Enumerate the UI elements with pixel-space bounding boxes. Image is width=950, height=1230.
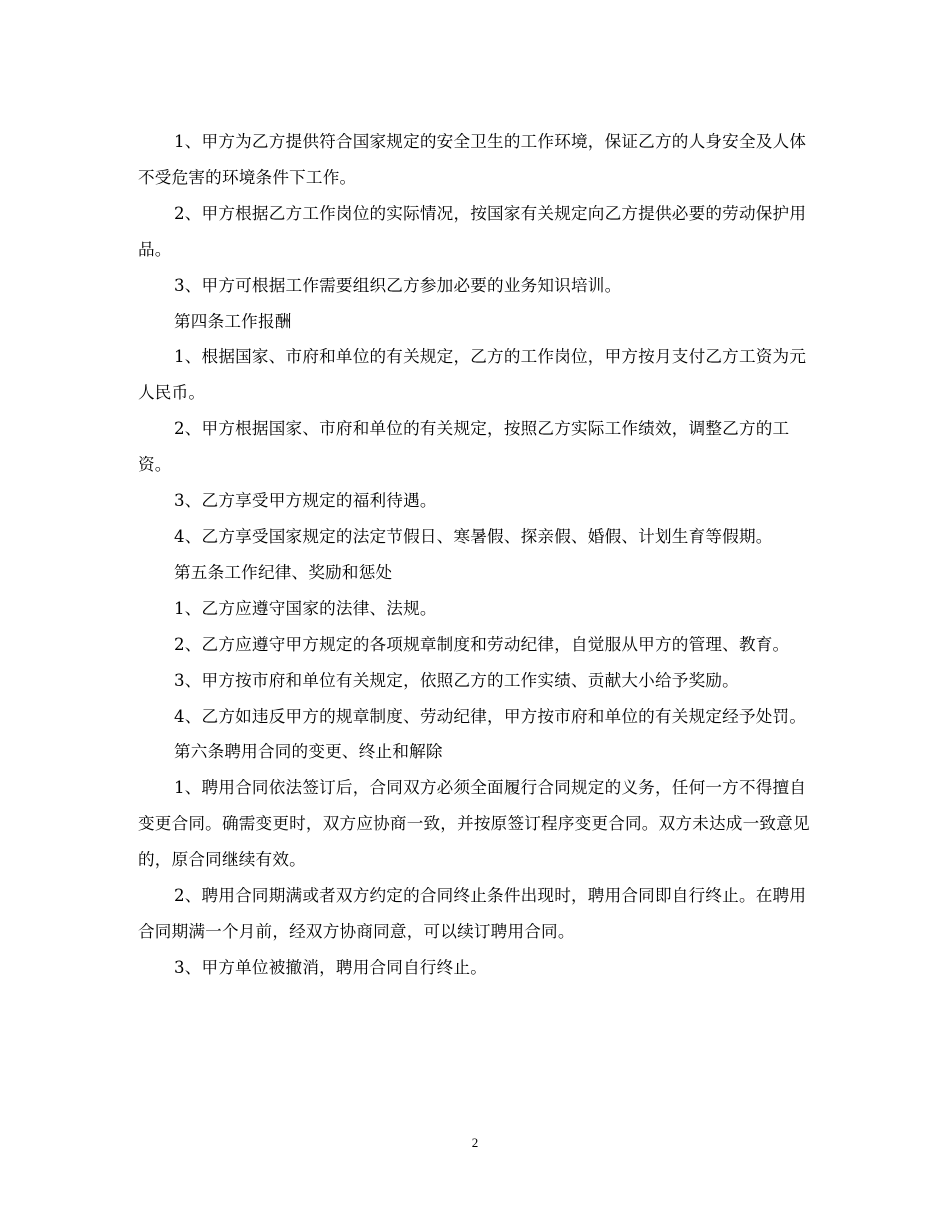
paragraph-1: 1、甲方为乙方提供符合国家规定的安全卫生的工作环境，保证乙方的人身安全及人体不受危害的环境条件下工作。 [138,132,807,187]
paragraph-5: 1、根据国家、市府和单位的有关规定，乙方的工作岗位，甲方按月支付乙方工资为元人民币。 [138,347,807,403]
paragraph-2: 2、甲方根据乙方工作岗位的实际情况，按国家有关规定向乙方提供必要的劳动保护用品。 [138,203,807,259]
paragraph-17: 3、甲方单位被撤消，聘用合同自行终止。 [174,957,488,977]
page-number: 2 [471,1135,479,1150]
paragraph-15: 1、聘用合同依法签订后，合同双方必须全面履行合同规定的义务，任何一方不得擅自变更合同。确需变更时，双方应协商一致，并按原签订程序变更合同。双方未达成一致意见的，原合同继续有效。 [138,778,810,870]
paragraph-8: 4、乙方享受国家规定的法定节假日、寒暑假、探亲假、婚假、计划生育等假期。 [174,526,773,546]
paragraph-10: 1、乙方应遵守国家的法律、法规。 [174,598,437,618]
section-heading-article-4: 第四条工作报酬 [174,311,292,331]
section-heading-article-6: 第六条聘用合同的变更、终止和解除 [174,742,443,762]
paragraph-13: 4、乙方如违反甲方的规章制度、劳动纪律，甲方按市府和单位的有关规定经予处罚。 [174,706,807,726]
paragraph-16: 2、聘用合同期满或者双方约定的合同终止条件出现时，聘用合同即自行终止。在聘用合同期满一个月前，经双方协商同意，可以续订聘用合同。 [138,886,807,941]
paragraph-7: 3、乙方享受甲方规定的福利待遇。 [174,491,437,511]
section-heading-article-5: 第五条工作纪律、奖励和惩处 [174,562,393,582]
document-body [138,124,812,986]
paragraph-12: 3、甲方按市府和单位有关规定，依照乙方的工作实绩、贡献大小给予奖励。 [174,670,739,690]
paragraph-11: 2、乙方应遵守甲方规定的各项规章制度和劳动纪律，自觉服从甲方的管理、教育。 [174,634,790,654]
paragraph-3: 3、甲方可根据工作需要组织乙方参加必要的业务知识培训。 [174,275,622,295]
paragraph-6: 2、甲方根据国家、市府和单位的有关规定，按照乙方实际工作绩效，调整乙方的工资。 [138,419,790,475]
